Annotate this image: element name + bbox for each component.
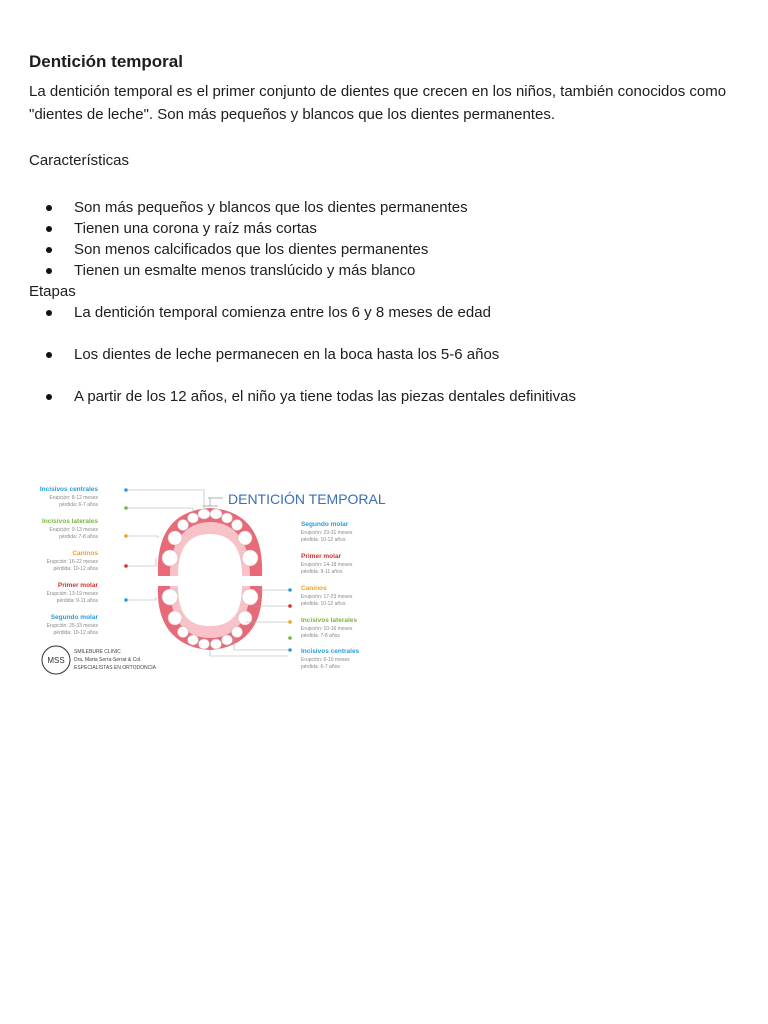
list-item: Tienen una corona y raíz más cortas	[29, 218, 744, 239]
bullet-icon	[46, 352, 52, 358]
bullet-icon	[46, 226, 52, 232]
dentition-diagram-svg	[38, 478, 398, 680]
stages-heading: Etapas	[29, 283, 76, 300]
svg-text:Erupción: 23-31 meses: Erupción: 23-31 meses	[301, 530, 353, 536]
bullet-icon	[46, 268, 52, 274]
list-item: A partir de los 12 años, el niño ya tiene todas las piezas dentales definitivas	[29, 386, 744, 407]
bullet-icon	[46, 247, 52, 253]
list-item: Son menos calcificados que los dientes permanentes	[29, 239, 744, 260]
svg-text:pérdida: 10-12 años: pérdida: 10-12 años	[301, 601, 346, 607]
svg-text:Erupción: 13-19 meses: Erupción: 13-19 meses	[46, 591, 98, 597]
bullet-icon	[46, 205, 52, 211]
label-title: Incisivos centrales	[301, 648, 360, 655]
list-item: Son más pequeños y blancos que los dientes permanentes	[29, 197, 744, 218]
logo-line-3: ESPECIALISTAS EN ORTODONCIA	[74, 665, 156, 671]
label-title: Incisivos laterales	[301, 617, 358, 624]
stages-list	[29, 302, 744, 407]
svg-text:pérdida: 10-12 años: pérdida: 10-12 años	[53, 630, 98, 636]
list-item: La dentición temporal comienza entre los 6 y 8 meses de edad	[29, 302, 744, 323]
diagram-title: DENTICIÓN TEMPORAL	[228, 491, 386, 507]
svg-text:Erupción: 14-18 meses: Erupción: 14-18 meses	[301, 562, 353, 568]
svg-text:Erupción: 10-16 meses: Erupción: 10-16 meses	[301, 626, 353, 632]
right-dots	[288, 588, 292, 652]
svg-text:pérdida: 6-7 años: pérdida: 6-7 años	[59, 502, 98, 508]
left-labels	[40, 486, 99, 636]
label-title: Caninos	[72, 550, 98, 557]
title-connector	[203, 498, 223, 506]
lower-arch	[158, 586, 262, 650]
label-title: Caninos	[301, 585, 327, 592]
svg-text:Erupción: 6-10 meses: Erupción: 6-10 meses	[301, 657, 350, 663]
svg-text:Erupción: 17-23 meses: Erupción: 17-23 meses	[301, 594, 353, 600]
svg-text:Erupción: 8-12 meses: Erupción: 8-12 meses	[49, 495, 98, 501]
label-title: Segundo molar	[301, 521, 349, 528]
page-title: Dentición temporal	[29, 52, 183, 71]
svg-text:Erupción: 16-22 meses: Erupción: 16-22 meses	[46, 559, 98, 565]
characteristics-list	[29, 197, 744, 281]
characteristics-heading: Características	[29, 152, 130, 169]
svg-text:pérdida: 10-12 años: pérdida: 10-12 años	[301, 537, 346, 543]
bullet-icon	[46, 394, 52, 400]
bullet-icon	[46, 310, 52, 316]
left-dots	[124, 488, 128, 602]
label-title: Segundo molar	[50, 614, 98, 621]
right-labels	[301, 521, 360, 670]
upper-arch	[158, 508, 262, 576]
svg-text:pérdida: 9-11 años: pérdida: 9-11 años	[301, 569, 343, 575]
label-title: Primer molar	[301, 553, 342, 560]
svg-text:pérdida: 10-12 años: pérdida: 10-12 años	[53, 566, 98, 572]
svg-text:Erupción: 25-33 meses: Erupción: 25-33 meses	[46, 623, 98, 629]
label-title: Incisivos laterales	[41, 518, 98, 525]
svg-text:pérdida: 7-8 años: pérdida: 7-8 años	[59, 534, 98, 540]
label-title: Incisivos centrales	[39, 486, 98, 493]
svg-text:pérdida: 7-8 años: pérdida: 7-8 años	[301, 633, 340, 639]
label-title: Primer molar	[57, 582, 98, 589]
logo-letters: MSS	[47, 656, 65, 665]
logo-line-1: SMILEBURE CLINIC	[74, 649, 121, 655]
list-item: Tienen un esmalte menos translúcido y más blanco	[29, 260, 744, 281]
svg-text:pérdida: 9-11 años: pérdida: 9-11 años	[56, 598, 98, 604]
logo-line-2: Dra. Marta Serra-Serrat & Col.	[74, 657, 142, 663]
clinic-logo	[42, 646, 157, 674]
svg-text:pérdida: 6-7 años: pérdida: 6-7 años	[301, 664, 340, 670]
dentition-diagram	[38, 478, 398, 680]
document-page	[29, 50, 744, 428]
svg-text:Erupción: 9-13 meses: Erupción: 9-13 meses	[49, 527, 98, 533]
intro-paragraph: La dentición temporal es el primer conjunto de dientes que crecen en los niños, también conocidos como "dientes de leche". Son más pequeños y blancos que los dientes permanentes.	[29, 83, 727, 123]
list-item: Los dientes de leche permanecen en la boca hasta los 5-6 años	[29, 344, 744, 365]
